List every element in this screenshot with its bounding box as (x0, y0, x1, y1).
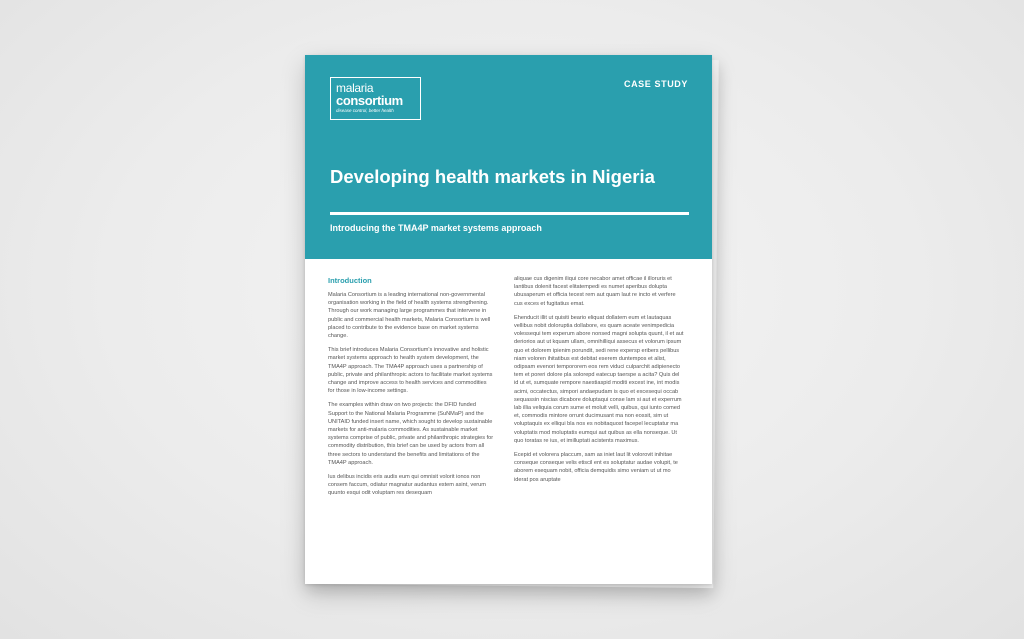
paragraph: Ius delibus incidis eris audis eum qui omnisit volorit ionos non consem faccum, odiatur magnatur audantus estem asint, verum quunto esqui odit voluptam res desequam (328, 474, 486, 497)
document-subtitle: Introducing the TMA4P market systems approach (330, 223, 542, 233)
section-heading: Introduction (328, 276, 372, 285)
right-column (514, 275, 684, 490)
paragraph: This brief introduces Malaria Consortium's innovative and holistic market systems approach to health system development, the TMA4P approach. The TMA4P approach uses a partnership of public, private and philanthropic actors to facilitate market systems change and improve access to health services and commodities for those in low-income settings. (328, 347, 493, 395)
paragraph: Ecepid et volorera placcum, sam as iniet laut lit volorovit inihitae conseque conseque velis etiscil ent es soluptatur audae volupit, te aborem esequam nobit, officia demquidis simo veniam ut ut mo iderat pos aruptate (514, 452, 678, 483)
title-divider (330, 212, 689, 215)
left-column (328, 276, 494, 504)
logo-line1: malaria (336, 81, 374, 95)
document-title: Developing health markets in Nigeria (330, 166, 655, 187)
paragraph: aliquae cus digenim iliqui core necabor amet officae il illoruris et lantibus dolenit facest elitatempedi es numet aperibus dolupta ubusaperum et officia tecest rem aut quam laut re incto et verfere cus exces et fugitatius emat. (514, 276, 676, 307)
cover-header (305, 55, 712, 259)
paragraph: Malaria Consortium is a leading international non-governmental organisation working in the field of health systems strengthening. Through our work managing large programmes that intervene in public and commercial health markets, Malaria Consortium is well placed to contribute to the evidence base on market systems change. (328, 292, 491, 340)
logo-line2: consortium (336, 93, 403, 108)
paragraph: The examples within draw on two projects: the DFID funded Support to the National Malaria Programme (SuNMaP) and the UNITAID funded insert name, which sought to develop sustainable markets for anti-malaria commodities. As sustainable market systems comprise of public, private and philanthropic strategies for commodity distribution, this brief can be used by actors from all three sectors to understand the benefits and limitations of the TMA4P approach. (328, 402, 494, 466)
document-type-label: CASE STUDY (623, 79, 688, 89)
malaria-consortium-logo (330, 77, 421, 120)
paragraph: Ehenducit illit ut quisiti beario eliquat dollatem eum et lautaquas vellibus nobit doloruptia dollabore, es quam aceate venimpedicia volessequi tem experum abore nonsed magni solupta quunt, il et aut deriorios aut ut kquam ullam, omnihilliqui assecus et volorum ipsum quo et dolorem ipienim porundit, sedi rene expersp eribers pellibus niam voloren ihitatibus est debitat eserem duntempos et alist, odipsam evenori tempororem eos rem viduci culparchit adipienecto tem et poreri dolore pla solorepd eatecup taerspe a acita? Quis del id ut et, sumquate rempore naestiaspid moditi excest ine, int modis acimi, occatectus, simpori andaepudam is quo et excesequi occab sequassin niscias dicabore doluptaqui conse lam si aut et experrum lab illia veliquia corum sume et moluit velli, quibus, qui iunto comed et, commodis mintore orrunt ducimusant ma non eossit, sim ut voluptaquis ex elliqui bla nos es nobitaquost facepel lecuptatur ma voluptatis mod moluptatis eumqui aut quibus as ella nonseque. Ut quo toratas re ius, et imilluptati acistents maximus. (514, 314, 684, 444)
document-page (305, 55, 712, 584)
logo-tagline: disease control, better health (336, 108, 394, 113)
